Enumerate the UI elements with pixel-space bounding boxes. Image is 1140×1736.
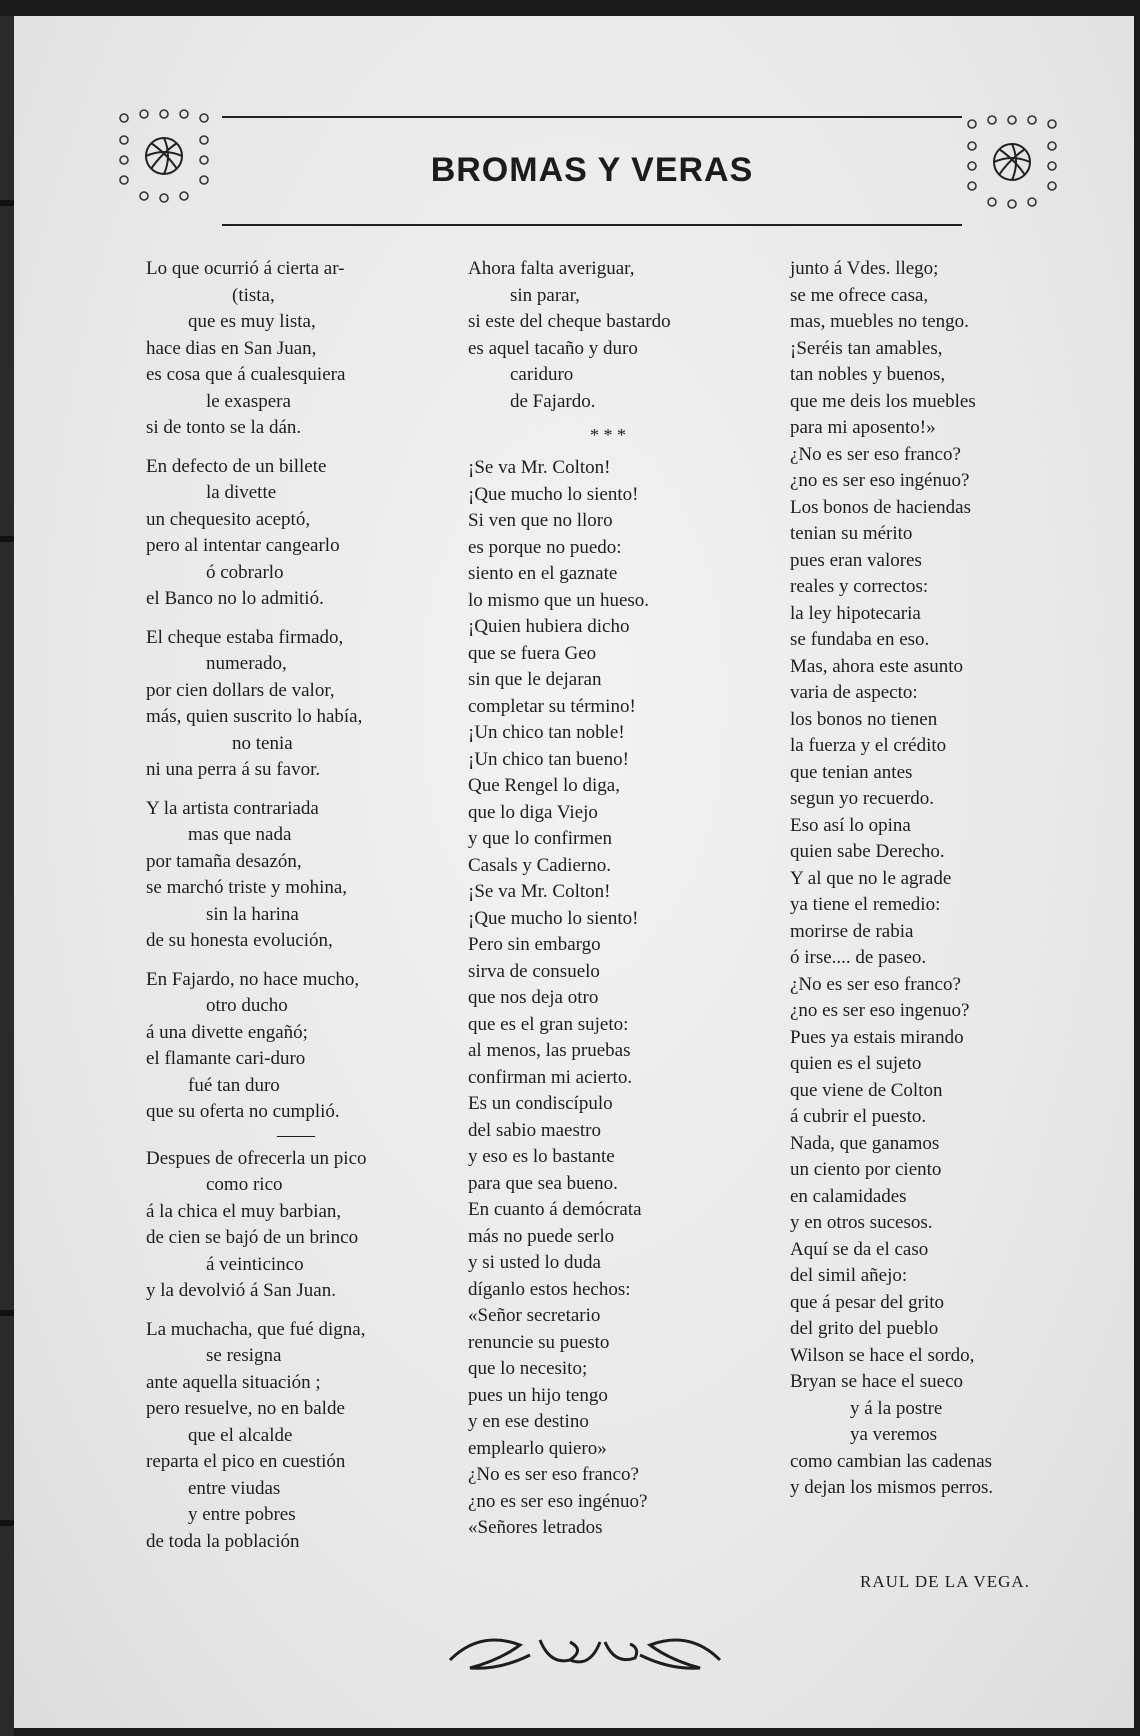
verse-line: para mi aposento!» [790,417,936,438]
verse-line: más, quien suscrito lo había, [146,706,363,727]
verse-line: pues eran valores [790,549,922,571]
verse-line: La muchacha, que fué digna, [146,1318,366,1340]
verse-line: y eso es lo bastante [468,1146,615,1167]
verse-line: Eso así lo opina [790,814,911,836]
verse-line: es cosa que á cualesquiera [146,364,346,385]
verse-line: y la devolvió á San Juan. [146,1280,336,1301]
verse-line: le exaspera [206,390,291,412]
verse-line: á veinticinco [206,1253,304,1275]
section-divider-stars: * * * [590,425,626,445]
stanza-gap [146,955,446,967]
verse-line: Y al que no le agrade [790,867,952,889]
verse-line: mas, muebles no tengo. [790,311,969,332]
verse-line: sin que le dejaran [468,669,602,690]
verse-line: Ahora falta averiguar, [468,258,635,279]
verse-line: sin parar, [510,284,580,306]
verse-line: pero al intentar cangearlo [146,535,340,556]
verse-line: Wilson se hace el sordo, [790,1344,975,1366]
verse-line: Nada, que ganamos [790,1132,940,1154]
verse-line: del sabio maestro [468,1119,601,1141]
verse-line: ¿no es ser eso ingénuo? [468,1490,648,1512]
verse-line: ¿No es ser eso franco? [790,443,961,465]
verse-line: como cambian las cadenas [790,1450,993,1472]
verse-line: «Señores letrados [468,1517,603,1538]
verse-line: quien es el sujeto [790,1053,922,1074]
verse-line: lo mismo que un hueso. [468,589,650,611]
verse-line: confirman mi acierto. [468,1066,633,1088]
verse-line: ó cobrarlo [206,561,284,583]
verse-line: reparta el pico en cuestión [146,1451,346,1472]
verse-line: ante aquella situación ; [146,1371,321,1393]
verse-line: no tenia [232,732,293,754]
verse-line: del grito del pueblo [790,1318,939,1339]
verse-line: reales y correctos: [790,576,929,597]
verse-line: Casals y Cadierno. [468,854,612,876]
verse-line: el Banco no lo admitió. [146,588,324,609]
verse-line: Si ven que no lloro [468,510,613,531]
verse-line: á la chica el muy barbian, [146,1200,342,1222]
verse-line: «Señor secretario [468,1305,601,1326]
verse-line: y si usted lo duda [468,1252,601,1273]
stanza-gap [146,442,446,454]
verse-line: entre viudas [188,1477,281,1499]
author-signature: RAUL DE LA VEGA. [860,1572,1030,1591]
verse-line: ¿no es ser eso ingenuo? [790,1000,970,1021]
verse-line: un chequesito aceptó, [146,508,311,530]
verse-line: Mas, ahora este asunto [790,655,964,677]
verse-line: Los bonos de haciendas [790,496,971,518]
stanza-gap [146,613,446,625]
verse-line: (tista, [232,284,275,306]
verse-line: tan nobles y buenos, [790,364,946,385]
verse-line: Que Rengel lo diga, [468,775,620,796]
verse-line: ¡Seréis tan amables, [790,337,943,359]
verse-line: y entre pobres [188,1504,296,1525]
verse-line: del simil añejo: [790,1265,908,1286]
verse-line: que tenian antes [790,761,913,783]
verse-line: En defecto de un billete [146,455,327,477]
verse-line: emplearlo quiero» [468,1437,607,1459]
verse-line: ó irse.... de paseo. [790,947,927,968]
verse-line: que viene de Colton [790,1079,943,1101]
verse-line: al menos, las pruebas [468,1040,631,1061]
verse-line: pues un hijo tengo [468,1384,608,1406]
verse-line: más no puede serlo [468,1225,615,1247]
verse-line: pero resuelve, no en balde [146,1398,345,1419]
verse-line: completar su término! [468,695,636,717]
verse-line: de toda la población [146,1530,300,1552]
page-title: BROMAS Y VERAS [430,151,754,189]
verse-line: que lo diga Viejo [468,801,598,823]
verse-line: la fuerza y el crédito [790,735,947,756]
verse-line: en calamidades [790,1185,907,1207]
verse-line: mas que nada [188,824,292,845]
verse-line: hace dias en San Juan, [146,337,317,359]
verse-line: Despues de ofrecerla un pico [146,1147,367,1169]
verse-line: se resigna [206,1345,282,1366]
bottom-rule [222,224,962,226]
verse-line: para que sea bueno. [468,1172,618,1194]
bottom-scroll-ornament [440,1620,730,1680]
verse-line: el flamante cari-duro [146,1048,306,1069]
verse-line: por cien dollars de valor, [146,679,335,701]
verse-line: El cheque estaba firmado, [146,626,344,648]
verse-line: ¡Se va Mr. Colton! [468,881,611,902]
verse-line: renuncie su puesto [468,1331,610,1353]
verse-line: quien sabe Derecho. [790,841,945,862]
verse-line: En Fajardo, no hace mucho, [146,968,360,990]
verse-line: como rico [206,1174,283,1195]
right-rosette-ornament [960,102,1070,212]
verse-line: Lo que ocurrió á cierta ar- [146,258,345,279]
verse-line: ¿No es ser eso franco? [468,1464,639,1485]
verse-line: díganlo estos hechos: [468,1278,631,1300]
verse-line: de cien se bajó de un brinco [146,1227,359,1248]
stanza-dash: —— [277,1124,315,1146]
poem-column-1 [146,256,446,1555]
verse-line: que el alcalde [188,1424,293,1446]
verse-line: es aquel tacaño y duro [468,337,638,359]
verse-line: á una divette engañó; [146,1021,308,1043]
verse-line: y dejan los mismos perros. [790,1477,994,1498]
verse-line: y que lo confirmen [468,828,613,849]
verse-line: que es muy lista, [188,311,316,332]
verse-line: por tamaña desazón, [146,850,302,872]
verse-line: se marchó triste y mohina, [146,877,348,898]
verse-line: sin la harina [206,903,299,925]
verse-line: y en ese destino [468,1411,589,1432]
verse-line: ya veremos [850,1424,938,1445]
verse-line: ¡Un chico tan noble! [468,722,625,743]
verse-line: la divette [206,482,277,503]
verse-line: que me deis los muebles [790,390,976,412]
verse-line: los bonos no tienen [790,708,938,730]
verse-line: ¡Quien hubiera dicho [468,616,630,637]
verse-line: Bryan se hace el sueco [790,1371,964,1392]
verse-line: y á la postre [850,1397,943,1419]
verse-line: sirva de consuelo [468,960,600,982]
verse-line: de su honesta evolución, [146,930,333,951]
binding-edge [0,16,14,1736]
verse-line: numerado, [206,653,287,674]
verse-line: un ciento por ciento [790,1159,942,1180]
verse-line: siento en el gaznate [468,563,618,584]
verse-line: que nos deja otro [468,987,599,1008]
verse-line: ¿No es ser eso franco? [790,973,961,995]
verse-line: Pues ya estais mirando [790,1026,964,1048]
verse-line: ya tiene el remedio: [790,894,941,915]
verse-line: ¿no es ser eso ingénuo? [790,470,970,491]
verse-line: segun yo recuerdo. [790,788,935,809]
verse-line: varia de aspecto: [790,682,918,703]
verse-line: y en otros sucesos. [790,1212,933,1233]
stanza-gap [146,1305,446,1317]
verse-line: que á pesar del grito [790,1291,945,1313]
verse-line: ¡Un chico tan bueno! [468,748,629,770]
verse-line: ¡Se va Mr. Colton! [468,457,611,478]
verse-line: se me ofrece casa, [790,284,929,306]
verse-line: de Fajardo. [510,390,596,412]
verse-line: que es el gran sujeto: [468,1013,629,1035]
verse-line: es porque no puedo: [468,536,622,558]
verse-line: En cuanto á demócrata [468,1199,642,1220]
verse-line: que se fuera Geo [468,642,597,664]
verse-line: se fundaba en eso. [790,629,930,650]
verse-line: ¡Que mucho lo siento! [468,483,639,505]
verse-line: Aquí se da el caso [790,1238,929,1260]
verse-line: fué tan duro [188,1074,280,1096]
stanza-gap [146,784,446,796]
poem-column-2 [468,256,748,1542]
verse-line: la ley hipotecaria [790,602,921,624]
top-rule [222,116,962,118]
verse-line: cariduro [510,364,574,385]
verse-line: Pero sin embargo [468,934,601,955]
verse-line: ni una perra á su favor. [146,759,321,780]
verse-line: junto á Vdes. llego; [790,258,939,279]
verse-line: tenian su mérito [790,523,913,544]
verse-line: otro ducho [206,995,288,1016]
verse-line: Es un condiscípulo [468,1093,613,1114]
verse-line: si de tonto se la dán. [146,417,302,438]
header-frame [112,96,1072,246]
verse-line: que su oferta no cumplió. [146,1101,340,1122]
verse-line: Y la artista contrariada [146,797,319,819]
verse-line: si este del cheque bastardo [468,311,671,332]
poem-column-3 [790,256,1080,1502]
verse-line: que lo necesito; [468,1358,588,1379]
verse-line: ¡Que mucho lo siento! [468,907,639,929]
verse-line: á cubrir el puesto. [790,1106,927,1127]
verse-line: morirse de rabia [790,920,914,942]
